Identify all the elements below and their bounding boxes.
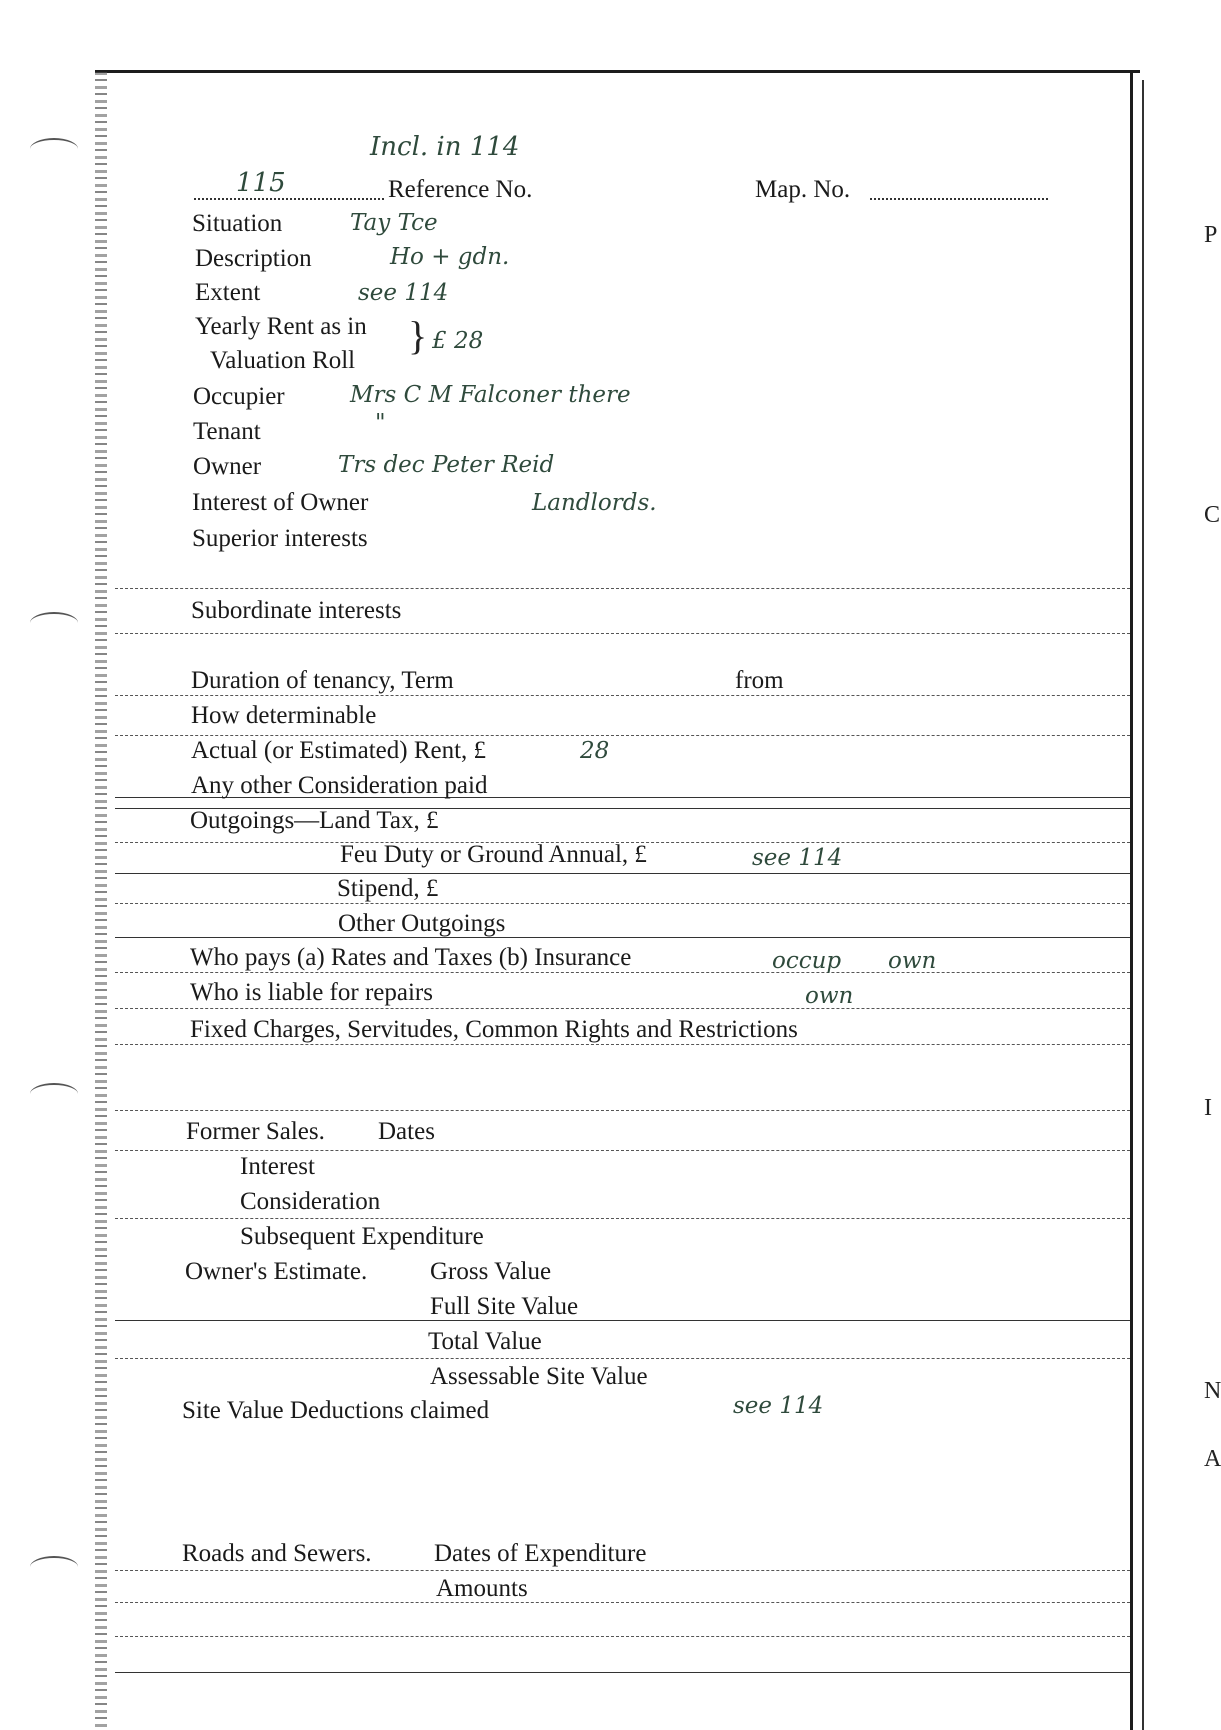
form-rule <box>115 735 1130 736</box>
form-rule <box>115 695 1130 696</box>
reference-dots <box>194 198 384 200</box>
who-pays-label: Who pays (a) Rates and Taxes (b) Insurance <box>190 944 632 971</box>
page-top-border <box>95 70 1140 73</box>
situation-label: Situation <box>192 210 283 237</box>
form-rule <box>115 633 1130 634</box>
edge-letter: I <box>1204 1095 1212 1121</box>
map-dots <box>870 198 1048 200</box>
edge-letter: C <box>1204 502 1221 528</box>
binder-hole <box>30 612 78 634</box>
assessable-site-value-label: Assessable Site Value <box>430 1363 648 1390</box>
situation-value: Tay Tce <box>350 210 438 236</box>
yearly-rent-label: Yearly Rent as in <box>195 313 367 340</box>
adjacent-page-edge <box>1142 80 1219 1730</box>
edge-letter: P <box>1204 222 1218 248</box>
owners-estimate-label: Owner's Estimate. <box>185 1258 368 1285</box>
actual-rent-label: Actual (or Estimated) Rent, £ <box>191 737 487 764</box>
form-rule <box>115 1110 1130 1111</box>
form-rule <box>115 1044 1130 1045</box>
edge-letter: N <box>1204 1378 1221 1404</box>
from-label: from <box>735 667 784 694</box>
form-rule <box>115 1570 1130 1571</box>
form-rule <box>115 1636 1130 1637</box>
actual-rent-value: 28 <box>580 738 610 764</box>
total-value-label: Total Value <box>428 1328 542 1355</box>
form-rule <box>115 1358 1130 1359</box>
form-rule <box>115 588 1130 589</box>
binder-hole <box>30 1083 78 1105</box>
former-sales-label: Former Sales. <box>186 1118 325 1145</box>
binder-hole <box>30 1556 78 1578</box>
form-rule <box>115 1672 1130 1673</box>
form-rule <box>115 873 1130 874</box>
roads-sewers-label: Roads and Sewers. <box>182 1540 372 1567</box>
interest-owner-label: Interest of Owner <box>192 489 369 516</box>
gross-value-label: Gross Value <box>430 1258 552 1285</box>
repairs-value: own <box>805 983 854 1009</box>
binder-hole <box>30 138 78 160</box>
interest-owner-value: Landlords. <box>532 490 657 516</box>
owner-label: Owner <box>193 453 262 480</box>
form-rule <box>115 1008 1130 1009</box>
edge-letter: A <box>1204 1446 1221 1472</box>
form-rule <box>115 1602 1130 1603</box>
form-rule <box>115 903 1130 904</box>
extent-value: see 114 <box>358 280 449 306</box>
occupier-label: Occupier <box>193 383 285 410</box>
map-label: Map. No. <box>755 176 851 203</box>
dates-expenditure-label: Dates of Expenditure <box>434 1540 647 1567</box>
former-sales-dates-label: Dates <box>378 1118 435 1145</box>
page-right-border <box>1130 72 1133 1730</box>
form-rule <box>115 1150 1130 1151</box>
description-value: Ho + gdn. <box>390 244 510 270</box>
form-rule <box>115 1218 1130 1219</box>
stipend-label: Stipend, £ <box>337 875 439 902</box>
form-rule <box>115 937 1130 938</box>
brace: } <box>408 313 428 358</box>
insurance-value: own <box>888 948 937 974</box>
form-rule <box>115 972 1130 973</box>
page-left-border <box>95 72 107 1730</box>
feu-duty-label: Feu Duty or Ground Annual, £ <box>340 841 647 868</box>
owner-value: Trs dec Peter Reid <box>338 452 555 478</box>
how-determinable-label: How determinable <box>191 702 377 729</box>
tenant-label: Tenant <box>193 418 261 445</box>
rates-value: occup <box>772 948 842 974</box>
valuation-roll-label: Valuation Roll <box>210 347 356 374</box>
full-site-value-label: Full Site Value <box>430 1293 579 1320</box>
fixed-charges-label: Fixed Charges, Servitudes, Common Rights and Restrictions <box>190 1016 798 1043</box>
subordinate-interests-label: Subordinate interests <box>191 597 402 624</box>
consideration-label: Consideration <box>240 1188 381 1215</box>
interest-label: Interest <box>240 1153 315 1180</box>
tenant-value: " <box>375 410 386 436</box>
superior-interests-label: Superior interests <box>192 525 368 552</box>
reference-number: 115 <box>236 168 286 198</box>
incl-note: Incl. in 114 <box>370 132 520 162</box>
form-rule <box>115 1320 1130 1321</box>
description-label: Description <box>195 245 312 272</box>
site-deductions-value: see 114 <box>733 1393 824 1419</box>
feu-duty-value: see 114 <box>752 845 843 871</box>
amounts-label: Amounts <box>436 1575 528 1602</box>
outgoings-label: Outgoings—Land Tax, £ <box>190 807 439 834</box>
site-deductions-label: Site Value Deductions claimed <box>182 1397 490 1424</box>
who-liable-label: Who is liable for repairs <box>190 979 433 1006</box>
other-outgoings-label: Other Outgoings <box>338 910 506 937</box>
reference-label: Reference No. <box>388 176 533 203</box>
occupier-value: Mrs C M Falconer there <box>350 382 631 408</box>
extent-label: Extent <box>195 279 261 306</box>
other-consideration-label: Any other Consideration paid <box>191 772 488 799</box>
yearly-rent-value: £ 28 <box>432 328 484 354</box>
subsequent-expenditure-label: Subsequent Expenditure <box>240 1223 484 1250</box>
duration-label: Duration of tenancy, Term <box>191 667 454 694</box>
